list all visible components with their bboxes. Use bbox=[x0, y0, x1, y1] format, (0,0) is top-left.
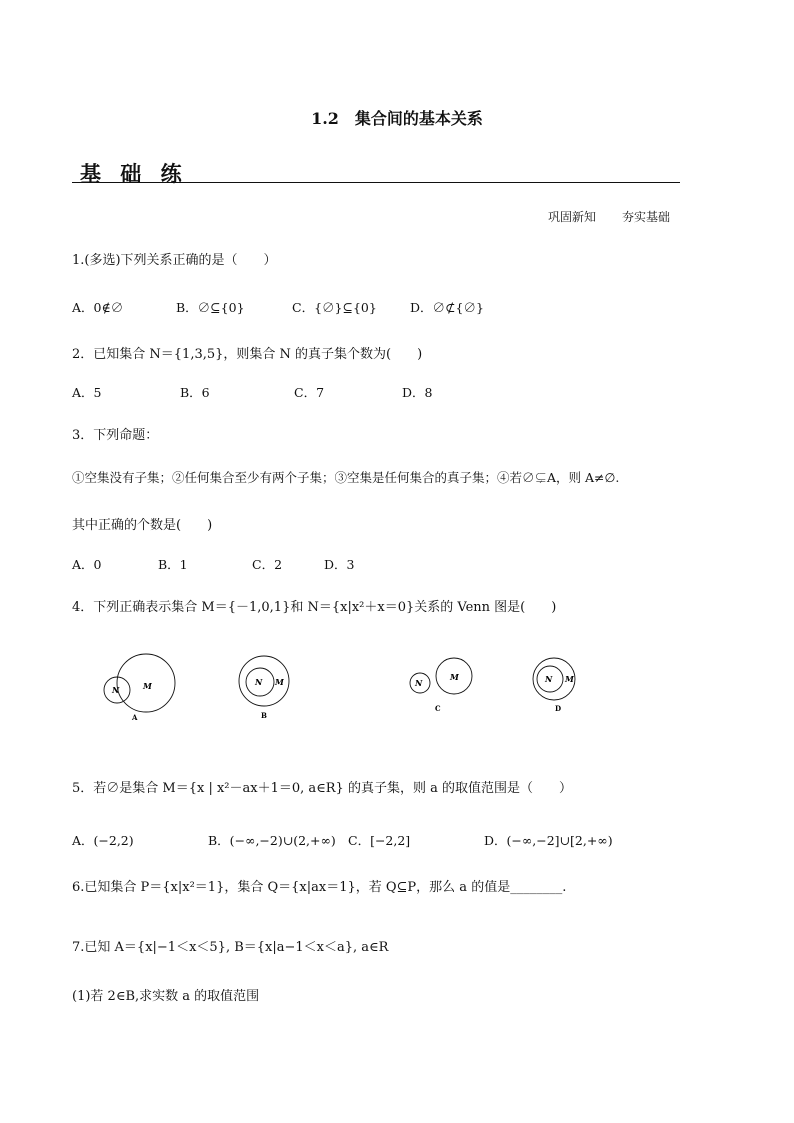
section-heading: 基 础 练 bbox=[80, 162, 188, 186]
q1-option-d: D．∅⊄{∅} bbox=[410, 300, 484, 315]
q5-option-c: C．[−2,2] bbox=[348, 833, 411, 848]
venn-option-c bbox=[410, 658, 472, 713]
section-tagline bbox=[548, 208, 670, 225]
venn-c-label-n: N bbox=[415, 678, 423, 688]
question-3-ask: 其中正确的个数是( ) bbox=[72, 518, 213, 533]
q5-option-a: A．(−2,2) bbox=[72, 833, 134, 848]
q2-option-d: D．8 bbox=[402, 385, 433, 400]
venn-c-caption: C bbox=[435, 704, 441, 713]
q3-option-a: A．0 bbox=[72, 557, 102, 572]
question-6-stem: 6.已知集合 P＝{x|x²＝1}，集合 Q＝{x|ax＝1}，若 Q⊆P，那么 a 的值是________. bbox=[72, 880, 567, 895]
venn-a-label-n: N bbox=[112, 685, 120, 695]
venn-b-label-m: M bbox=[275, 677, 284, 687]
q3-option-b: B．1 bbox=[158, 557, 188, 572]
question-1-options bbox=[72, 298, 484, 316]
venn-b-label-n: N bbox=[255, 677, 263, 687]
venn-b-caption: B bbox=[261, 711, 267, 720]
page-title: 1.2 集合间的基本关系 bbox=[311, 109, 483, 128]
venn-d-caption: D bbox=[555, 704, 562, 713]
question-4-stem: 4．下列正确表示集合 M＝{－1,0,1}和 N＝{x|x²＋x＝0}关系的 Venn 图是( ) bbox=[72, 600, 557, 615]
q2-option-a: A．5 bbox=[72, 385, 102, 400]
question-3-statements: ①空集没有子集；②任何集合至少有两个子集；③空集是任何集合的真子集；④若∅⊊A，则 A≠∅. bbox=[72, 470, 620, 485]
q1-option-b: B．∅⊆{0} bbox=[176, 300, 245, 315]
venn-c-label-m: M bbox=[450, 672, 459, 682]
question-2-stem: 2．已知集合 N＝{1,3,5}，则集合 N 的真子集个数为( ) bbox=[72, 347, 423, 362]
question-5-options bbox=[72, 831, 613, 849]
question-1-stem: 1.(多选)下列关系正确的是（ ） bbox=[72, 253, 277, 268]
question-5-stem: 5．若∅是集合 M＝{x | x²－ax＋1＝0, a∈R} 的真子集，则 a 的取值范围是（ ） bbox=[72, 781, 572, 796]
tagline-right: 夯实基础 bbox=[621, 210, 670, 224]
q5-option-d: D．(−∞,−2]∪[2,+∞) bbox=[484, 833, 613, 848]
q1-option-c: C．{∅}⊆{0} bbox=[292, 300, 377, 315]
tagline-left: 巩固新知 bbox=[547, 210, 596, 224]
question-3-options bbox=[72, 555, 354, 573]
question-3-stem: 3．下列命题： bbox=[72, 428, 159, 443]
q2-option-c: C．7 bbox=[294, 385, 325, 400]
q3-option-d: D．3 bbox=[324, 557, 355, 572]
q1-option-a: A．0∉∅ bbox=[72, 300, 124, 315]
venn-a-label-m: M bbox=[143, 681, 152, 691]
q5-option-b: B．(−∞,−2)∪(2,+∞) bbox=[208, 833, 336, 848]
section-divider bbox=[72, 182, 680, 183]
venn-option-d bbox=[533, 658, 575, 713]
question-2-options bbox=[72, 383, 432, 401]
venn-a-caption: A bbox=[132, 713, 138, 722]
venn-option-a bbox=[104, 654, 175, 722]
venn-d-label-n: N bbox=[545, 674, 553, 684]
venn-d-label-m: M bbox=[565, 674, 574, 684]
q3-option-c: C．2 bbox=[252, 557, 283, 572]
venn-diagrams bbox=[100, 645, 600, 735]
q2-option-b: B．6 bbox=[180, 385, 210, 400]
venn-option-b bbox=[239, 656, 289, 720]
question-7-part-1: (1)若 2∈B,求实数 a 的取值范围 bbox=[72, 989, 260, 1004]
question-7-stem: 7.已知 A＝{x|−1＜x＜5}, B＝{x|a−1＜x＜a}, a∈R bbox=[72, 940, 389, 955]
